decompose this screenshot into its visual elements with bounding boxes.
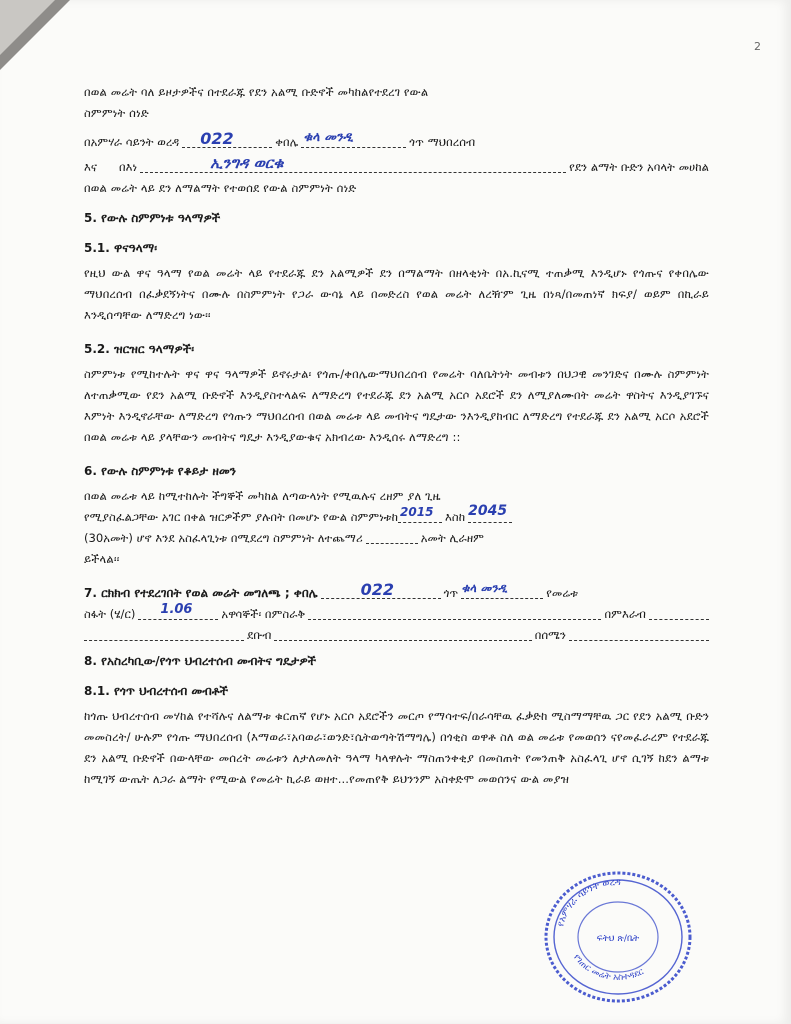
woreda-prefix: በአምሃራ ሳይንት ወረዳ (84, 135, 180, 149)
s7-south-blank-2 (274, 640, 531, 641)
name-handwritten: ኢንግዳ ወርቁ (210, 154, 284, 172)
extension-text-a: (30አመት) ሆኖ እንደ አስፈላጊነቱ በሚደረግ ስምምነት ለተጨማሪ (84, 531, 363, 545)
place-blank (301, 130, 406, 148)
stamp-center-text: ፍትህ ጽ/ቤት (596, 934, 640, 944)
s7-west-label: በምእራብ (604, 607, 646, 621)
section-6-line-2 (84, 503, 709, 528)
kebele-label: ቀበሌ (275, 135, 299, 149)
duration-text-a: የሚያስፈልጋቸው አገር በቀል ዝርዎችም ያሉበት በመሆኑ የውል ስምምነቱከ (84, 510, 399, 524)
s7-east-blank (308, 619, 601, 620)
page-number: 2 (754, 40, 761, 53)
section-5-1-heading: 5.1. ዋናዓላማ፡ (84, 241, 158, 255)
section-6-line-3 (84, 528, 709, 549)
section-5-2-text: ስምምነቱ የሚከተሉት ዋና ዋና ዓላማዎች ይኖሩታል፡ የጎጡ/ቀበሌውማህበረሰብ የመሬት ባለቤትነት መብቱን በህጋዊ መንገድና በሙሉ ስምምነት ለተጠቃሚው የደን አልሚ ቡድኖች እንዲያስተላልፍ ለማድረግ የተደራጁ ደን አልሚ አርሶ አደሮች ደን ለሚያለሙበት መሬት ዋስትና እንዲያገኙና እምነት እንዲኖራቸው ለማድረግ የጎጡን ማህበረሰብ በወል መሬቱ ላይ መብትና ግዴታው ንእንዲያከብር ለማድረግ የተደራጁ ደን አልሚ አርሶ አደሮች በወል መሬቱ ላይ ያላቸውን መብትና ግዴታ እንዲያውቁና አክብረው እንዲሰሩ ለማድረግ :: (84, 367, 709, 444)
extension-blank (366, 543, 418, 544)
s7-area-label: ስፋት (ሄ/ር) (84, 607, 136, 621)
contract-line: በወል መሬት ላይ ደን ለማልማት የተወሰደ የውል ስምምነት ሰነድ (84, 181, 357, 195)
and-line (84, 154, 709, 178)
section-5-2-heading: 5.2. ዝርዝር ዓላማዎች፡ (84, 342, 195, 356)
section-8-1-text: ከጎጡ ህብረተሰብ መሃከል የተሻሉና ለልማቱ ቁርጠኛ የሆኑ አርሶ አደሮችን መርጦ የማሳተፍ/በራሳቸዉ ፈቃድከ ሚስማማቸዉ ጋር የደን አልሚ ቡድን መመስረት/ ሁሉም የጎጡ ማህበረሰብ (እማወራ፣አባወራ፣ወንድ፣ሴትወጣትሽማግሌ) በጎቂስ ወዋቶ ስለ ወል መሬቱ የመወሰን ናየመፈራረም የተደራጁ ደን አልሚ ቡድኖች በውላቸው መሰረት መሬቱን ለታለመለት ዓላማ ካላዋሉት ማስጠንቀቂያ በመስጠት የመንጠቅ አስፈላጊ ሆኖ ሲገኝ ከደን ልማቱ ከሚገኝ ውጤት ለጋራ ልማት የሚውል የመሬት ኪራይ ወዘተ...የመጠየቅ ይህንንም አስቀድሞ መወሰንና ውል መያዝ (84, 709, 709, 786)
section-6-line-4: ይችላል፡፡ (84, 552, 120, 566)
section-7-line-3 (84, 625, 709, 646)
s7-north-label: በሰሜን (534, 628, 566, 642)
s7-area-blank (138, 602, 218, 620)
s7-north-blank (569, 640, 709, 641)
extension-text-b: አመት ሊራዘም (420, 531, 484, 545)
and-mid: በእነ (119, 160, 138, 174)
title-line-1: በወል መሬት ባለ ይዞታዎችና በተደራጁ የደን አልሚ ቡድኖች መካከልየተደረገ የውል (84, 85, 429, 99)
duration-text-b: እስከ (445, 510, 466, 524)
s7-south-label: ደቡብ (247, 628, 272, 642)
section-6-line-1: በወል መሬቱ ላይ ከሚተከሉት ችግኞች መካከል ለጣውላነት የሚዉሉና ረዘም ያለ ጊዜ (84, 489, 441, 503)
year-to-blank (468, 503, 512, 523)
kebele-blank (182, 129, 272, 148)
and-suffix: የደን ልማት ቡድን አባላት መሀከል (569, 160, 709, 174)
s7-south-blank (84, 640, 244, 641)
section-7-line-2 (84, 604, 709, 625)
s7-east-label: አዋሳኞች፡ በምስራቅ (221, 607, 306, 621)
s7-goth-handwritten: ቁላ መንዲ (461, 581, 508, 595)
stamp-top-text: የአምሃራ ሳይንት ወረዳ (555, 876, 621, 928)
name-blank (140, 154, 566, 173)
s7-goth-suffix: የመሬቱ (546, 586, 579, 600)
s7-west-blank (649, 619, 709, 620)
s7-goth-blank (461, 581, 543, 599)
official-stamp (540, 865, 695, 1005)
year-to-handwritten: 2045 (468, 503, 508, 519)
section-6-heading: 6. የውሉ ስምምነቱ የቆይታ ዘመን (84, 464, 236, 478)
section-5-heading: 5. የውሉ ስምምነቱ ዓላማዎች (84, 211, 221, 225)
section-7-heading: 7. ርክክብ የተደረገበት የወል መሬት መግለጫ ; ቀበሌ (84, 586, 318, 600)
s7-goth-label: ጎጥ (443, 586, 459, 600)
year-from-handwritten: 2015 (400, 505, 434, 519)
document-body (84, 82, 709, 790)
section-8-1-heading: 8.1. የጎጥ ህብረተሰብ መብቶች (84, 684, 229, 698)
and-prefix: እና (84, 160, 98, 174)
s7-kebele-handwritten: 022 (360, 580, 395, 599)
section-8-heading: 8. የአስረካቢው/የጎጥ ህብረተሰብ መብትና ግዴታዎች (84, 654, 317, 668)
svg-text:የገጠር መሬት አስተዳደር (571, 953, 645, 983)
title-line-2: ስምምነት ሰነድ (84, 106, 149, 120)
place-handwritten: ቁላ መንዲ (303, 130, 354, 145)
woreda-line (84, 129, 709, 153)
woreda-suffix: ጎጥ ማህበረሰብ (409, 135, 476, 149)
kebele-handwritten: 022 (200, 129, 234, 148)
s7-kebele-blank (321, 580, 441, 599)
section-5-1-text: የዚህ ውል ዋና ዓላማ የወል መሬት ላይ የተደራጁ ደን አልሚዎች ደን በማልማት በዘላቂነት በአ.ኪናሚ ተጠቃሚ እንዲሆኑ የጎጡና የቀበሌው ማህበረሰብ በፈቃደኝነትና በሙሉ በስምምነት የጋራ ውሳኔ ላይ በመድረስ የወል መሬት ለረዥም ጊዜ በነጻ/በመጠነኛ ክፍያ/ ወይም በኪራይ እንዲሰጣቸው ለማድረግ ነው፡፡ (84, 266, 709, 322)
s7-area-handwritten: 1.06 (160, 602, 193, 617)
folded-corner-highlight (0, 0, 55, 55)
stamp-bottom-text: የገጠር መሬት አስተዳደር (571, 952, 646, 983)
year-from-blank (398, 505, 442, 523)
